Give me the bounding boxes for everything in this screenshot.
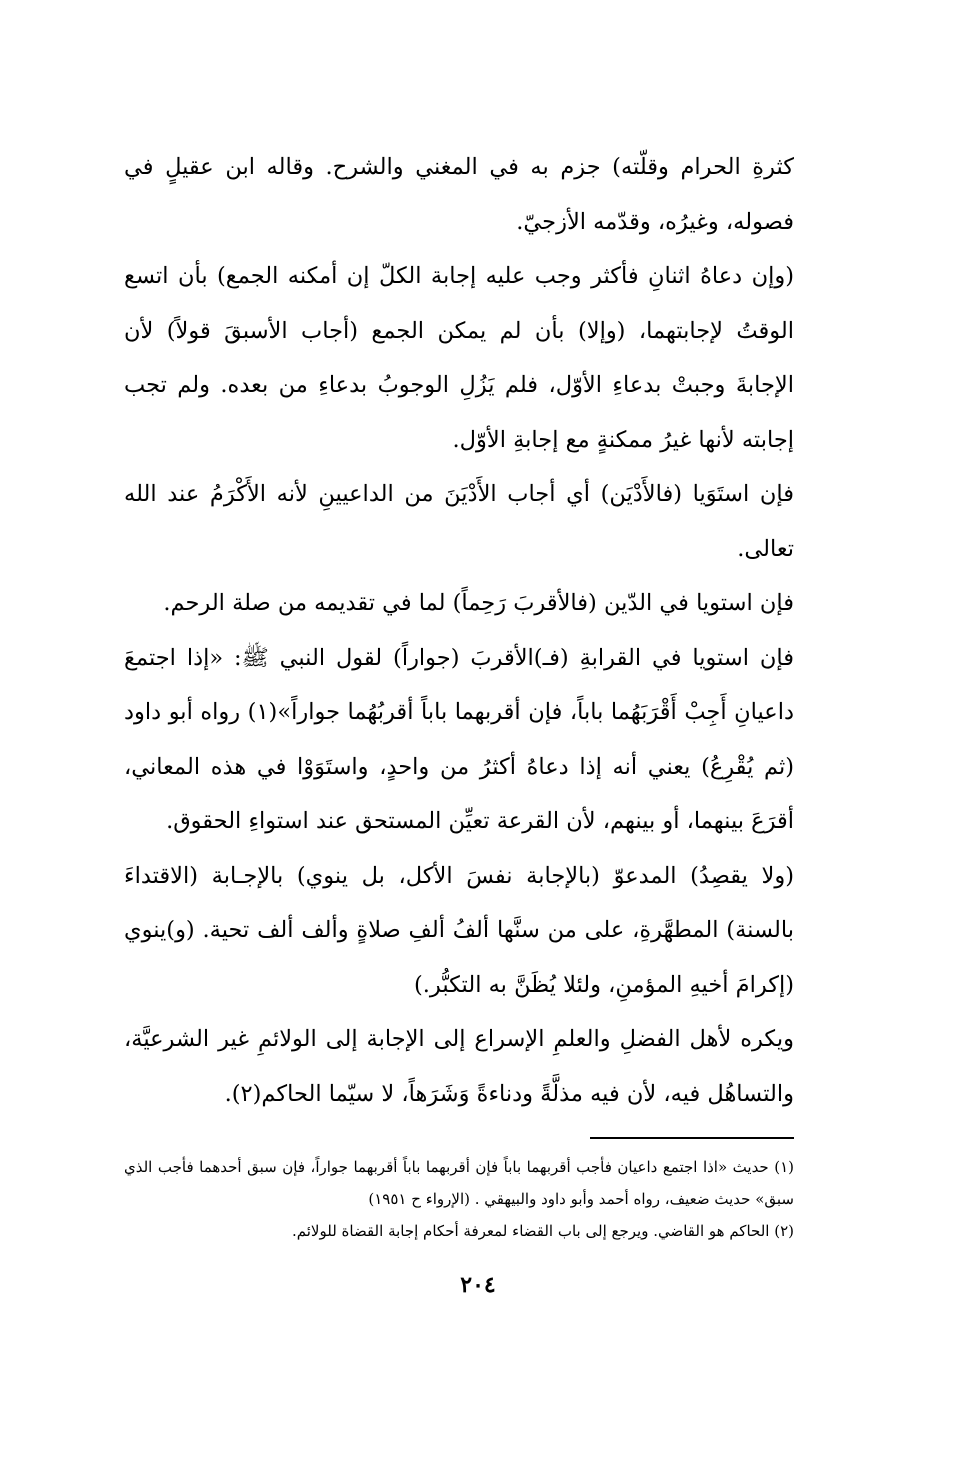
footnote-separator [590,1137,794,1139]
paragraph-2: (وإن دعاهُ اثنانِ فأكثر وجب عليه إجابة الكلّ إن أمكنه الجمع) بأن اتسع الوقتُ لإجابتهما، (وإلا) بأن لم يمكن الجمع (أجاب الأسبقَ قولاً) لأن الإجابةَ وجبتْ بدعاءِ الأوّل، فلم يَزُلِ الوجوبُ بدعاءِ من بعده. ولم تجب إجابته لأنها غيرُ ممكنةٍ مع إجابةِ الأوّل. [124,263,794,453]
footnote-2: (٢) الحاكم هو القاضي. ويرجع إلى باب القضاء لمعرفة أحكام إجابة القضاة للولائم. [292,1222,794,1240]
paragraph-5: فإن استويا في القرابةِ (فـ)الأقربَ (جواراً) لقول النبي ﷺ: «إذا اجتمعَ داعيانِ أَجِبْ أَقْرَبَهُما باباً، فإن أقربهما باباً أقربُهُما جواراً»(١) رواه أبو داود (ثم يُقْرِعُ) يعني أنه إذا دعاهُ أكثرُ من واحدٍ، واستَوَوْا في هذه المعاني، أقرَعَ بينهما، أو بينهم، لأن القرعة تعيِّن المستحق عند استواءِ الحقوق. [124,644,794,834]
paragraph-1: كثرةِ الحرام وقلّته) جزم به في المغني والشرح. وقاله ابن عقيلٍ في فصوله، وغيرُه، وقدّمه الأزجيّ. [124,154,794,235]
footnote-1: (١) حديث «اذا اجتمع داعيان فأجب أقربهما باباً فإن أقربهما باباً أقربهما جواراً، فإن سبق أحدهما فأجب الذي سبق» حديث ضعيف، رواه أحمد وأبو داود والبيهقي . (الإرواء ح ١٩٥١) [124,1158,795,1208]
page-body [124,140,794,1247]
paragraph-4: فإن استويا في الدّين (فالأقربَ رَحِماً) لما في تقديمه من صلة الرحم. [163,590,794,616]
paragraph-7: ويكره لأهل الفضلِ والعلمِ الإسراع إلى الإجابة إلى الولائمِ غير الشرعيَّة، والتساهُل فيه، لأن فيه مذلَّةً ودناءةً وَشَرَهاً، لا سيّما الحاكم(٢). [124,1026,794,1107]
paragraph-3: فإن استَوَيا (فالأَدْيَن) أي أجاب الأَدْيَنَ من الداعيينِ لأنه الأَكْرَمُ عند الله تعالى. [124,481,794,562]
page-number: ٢٠٤ [460,1272,496,1298]
paragraph-6: (ولا يقصِدُ) المدعوّ (بالإجابة نفسَ الأكل، بل ينوي) بالإجـابة (الاقتداءَ بالسنة) المطهَّرةِ، على من سنَّها ألفُ ألفِ صلاةٍ وألف ألف تحية. (و)ينوي (إكرامَ أخيهِ المؤمنِ، ولئلا يُظَنَّ به التكبُّر.) [124,862,794,998]
